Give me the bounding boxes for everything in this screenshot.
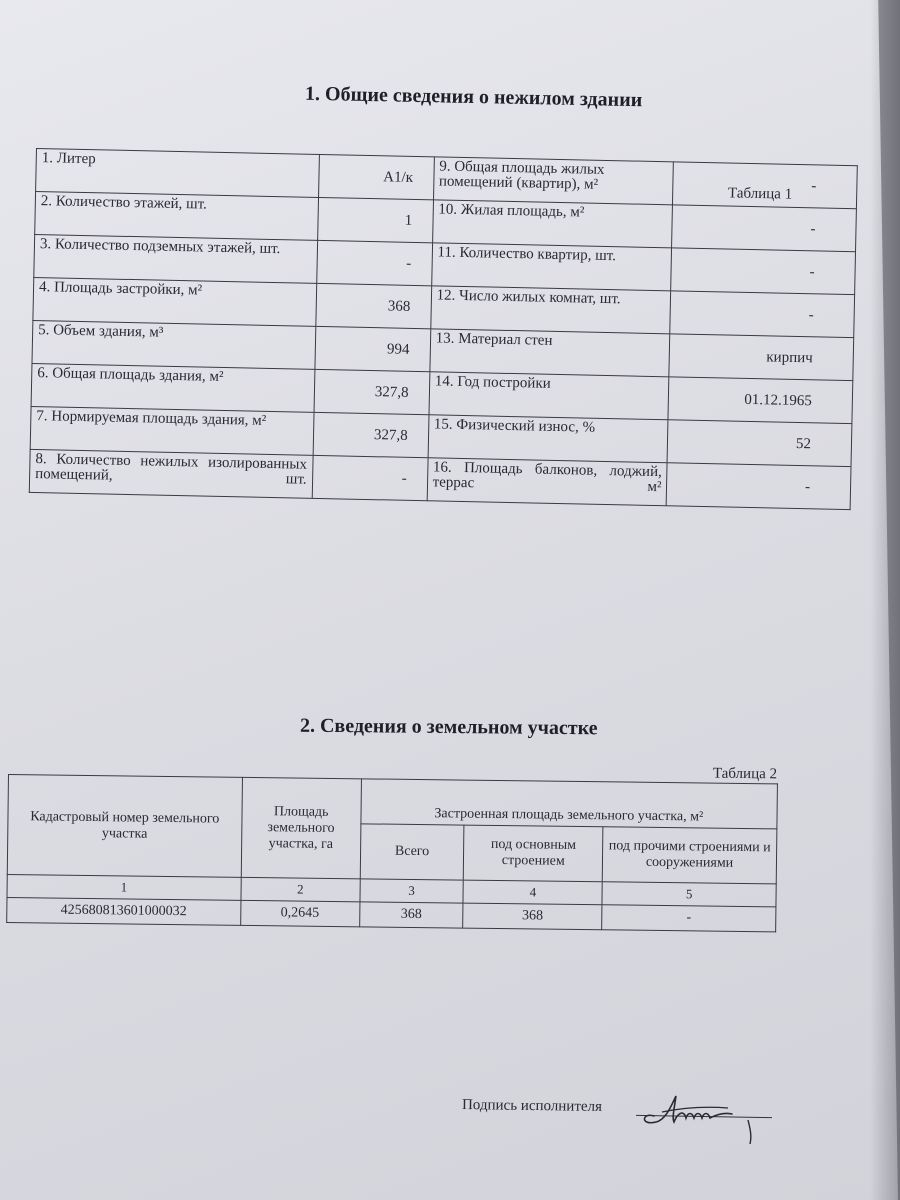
header-built bbox=[360, 765, 778, 829]
row-value: 327,8 bbox=[314, 369, 430, 414]
built-other: - bbox=[602, 905, 776, 932]
row-value: 994 bbox=[314, 326, 430, 371]
building-info-table bbox=[29, 148, 858, 510]
row-value: 368 bbox=[315, 283, 431, 328]
handwritten-signature-icon bbox=[632, 1082, 772, 1162]
header-total: Всего bbox=[360, 824, 464, 880]
column-number: 5 bbox=[602, 882, 776, 907]
cadastral-number: 425680813601000032 bbox=[7, 897, 241, 925]
column-number: 3 bbox=[360, 879, 464, 903]
row-label: 11. Количество квартир, шт. bbox=[431, 243, 672, 291]
built-total: 368 bbox=[359, 902, 463, 928]
row-label: 13. Материал стен bbox=[429, 329, 670, 377]
column-number: 4 bbox=[463, 880, 602, 905]
row-value: - bbox=[671, 248, 855, 295]
row-label: 4. Площадь застройки, м² bbox=[33, 277, 316, 326]
table2-caption: Таблица 2 bbox=[712, 765, 778, 783]
row-label: 10. Жилая площадь, м² bbox=[432, 200, 673, 248]
column-number: 2 bbox=[241, 877, 360, 901]
land-plot-table bbox=[6, 765, 778, 932]
row-label: 15. Физический износ, % bbox=[428, 415, 669, 463]
row-value: А1/к bbox=[318, 154, 434, 199]
header-built-label: Застроенная площадь земельного участка, м² bbox=[434, 806, 704, 825]
section2-title: 2. Сведения о земельном участке bbox=[299, 714, 598, 740]
row-value: - bbox=[670, 291, 854, 338]
signature-label: Подпись исполнителя bbox=[461, 1097, 603, 1115]
header-area: Площадь земельного участка, га bbox=[241, 777, 361, 878]
row-label: 16. Площадь балконов, лоджий, террас м² bbox=[427, 458, 668, 506]
row-value: - bbox=[667, 463, 851, 510]
header-main: под основным строением bbox=[464, 825, 603, 882]
row-label: 14. Год постройки bbox=[429, 372, 670, 420]
row-label: 5. Объем здания, м³ bbox=[32, 320, 315, 369]
plot-area: 0,2645 bbox=[240, 900, 359, 926]
header-cadastral: Кадастровый номер земельного участка bbox=[7, 775, 242, 878]
row-value: - bbox=[316, 240, 432, 285]
row-value: 01.12.1965 bbox=[668, 377, 852, 424]
row-value: - bbox=[673, 162, 857, 209]
page-edge-shadow bbox=[870, 0, 900, 1200]
section1-title: 1. Общие сведения о нежилом здании bbox=[304, 82, 643, 112]
table1-caption: Таблица 1 bbox=[727, 185, 793, 203]
row-value: - bbox=[672, 205, 856, 252]
row-label: 1. Литер bbox=[36, 149, 319, 198]
row-label: 12. Число жилых комнат, шт. bbox=[430, 286, 671, 334]
row-label: 3. Количество подземных этажей, шт. bbox=[34, 234, 317, 283]
row-value: - bbox=[312, 455, 428, 500]
column-number: 1 bbox=[7, 874, 241, 900]
row-label: 2. Количество этажей, шт. bbox=[35, 192, 318, 241]
row-label: 6. Общая площадь здания, м² bbox=[31, 363, 314, 412]
built-main: 368 bbox=[463, 903, 602, 930]
header-other: под прочими строениями и сооружениями bbox=[602, 827, 776, 884]
row-value: 52 bbox=[668, 420, 852, 467]
row-label: 7. Нормируемая площадь здания, м² bbox=[30, 406, 313, 455]
row-label: 9. Общая площадь жилых помещений (квартир), м² bbox=[433, 157, 674, 205]
row-value: 1 bbox=[317, 197, 433, 242]
row-label: 8. Количество нежилых изолированных помещений, шт. bbox=[29, 449, 312, 498]
row-value: 327,8 bbox=[313, 412, 429, 457]
row-value: кирпич bbox=[669, 334, 853, 381]
table-header-row bbox=[8, 775, 777, 829]
